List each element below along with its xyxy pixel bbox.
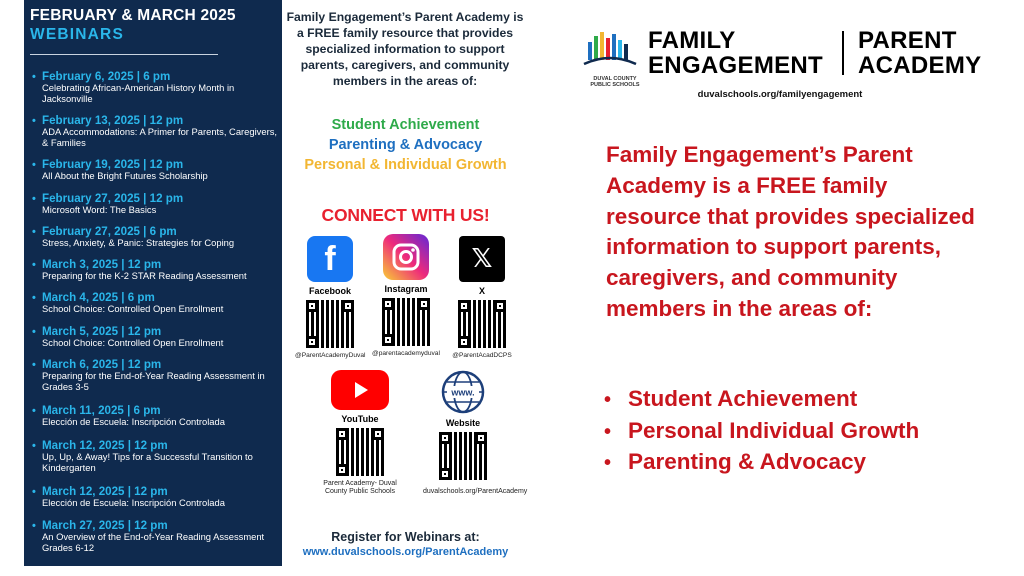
connect-panel bbox=[283, 0, 528, 576]
event-date: • March 27, 2025 | 12 pm bbox=[32, 519, 280, 532]
globe-icon-text: www. bbox=[451, 387, 475, 398]
webinar-schedule-panel bbox=[24, 0, 282, 566]
event-item bbox=[32, 404, 280, 428]
pillar-parenting-advocacy: Parenting & Advocacy bbox=[328, 137, 483, 153]
instagram-handle: @parentacademyduval bbox=[372, 350, 440, 357]
event-date: • March 12, 2025 | 12 pm bbox=[32, 485, 280, 498]
x-icon[interactable]: 𝕏 bbox=[459, 236, 505, 282]
event-item bbox=[32, 258, 280, 282]
event-item bbox=[32, 519, 280, 553]
event-title: Preparing for the K-2 STAR Reading Assessment bbox=[42, 270, 247, 281]
event-date: • March 4, 2025 | 6 pm bbox=[32, 291, 280, 304]
event-title: Up, Up, & Away! Tips for a Successful Transition to Kindergarten bbox=[42, 451, 253, 473]
pillar-student-achievement: Student Achievement bbox=[331, 117, 480, 133]
instagram-icon[interactable] bbox=[383, 234, 429, 280]
schedule-heading-line2: WEBINARS bbox=[30, 26, 124, 43]
event-title: An Overview of the End-of-Year Reading Assessment Grades 6-12 bbox=[42, 531, 265, 553]
facebook-qr-code[interactable] bbox=[306, 300, 354, 348]
website-label: Website bbox=[445, 418, 481, 428]
facebook-icon[interactable]: f bbox=[307, 236, 353, 282]
x-label: X bbox=[478, 286, 485, 296]
instagram-link[interactable] bbox=[371, 234, 441, 357]
event-date: • March 12, 2025 | 12 pm bbox=[32, 439, 280, 452]
event-item bbox=[32, 291, 280, 315]
family-engagement-title bbox=[648, 28, 823, 78]
pillar-personal-growth: Personal & Individual Growth bbox=[304, 157, 507, 173]
event-date: • February 6, 2025 | 6 pm bbox=[32, 70, 280, 83]
event-title: School Choice: Controlled Open Enrollment bbox=[42, 337, 224, 348]
globe-icon[interactable] bbox=[441, 370, 485, 414]
event-item bbox=[32, 358, 280, 392]
event-title: Elección de Escuela: Inscripción Controlada bbox=[42, 497, 225, 508]
event-item bbox=[32, 225, 280, 249]
event-item bbox=[32, 325, 280, 349]
event-date: • March 11, 2025 | 6 pm bbox=[32, 404, 280, 417]
title-family: FAMILY bbox=[648, 27, 736, 54]
event-item bbox=[32, 439, 280, 473]
parent-academy-title bbox=[858, 28, 981, 78]
event-item bbox=[32, 114, 280, 148]
event-item bbox=[32, 192, 280, 216]
bullet-item: • Student Achievement bbox=[604, 386, 857, 412]
duval-schools-logo bbox=[580, 28, 640, 76]
event-title: Microsoft Word: The Basics bbox=[42, 204, 157, 215]
bullet-item: • Personal Individual Growth bbox=[604, 418, 919, 444]
event-title: School Choice: Controlled Open Enrollment bbox=[42, 303, 224, 314]
facebook-handle: @ParentAcademyDuval bbox=[295, 352, 366, 359]
event-date: • February 27, 2025 | 12 pm bbox=[32, 192, 280, 205]
youtube-icon[interactable] bbox=[331, 370, 389, 410]
connect-heading: CONNECT WITH US! bbox=[321, 205, 490, 225]
x-link[interactable] bbox=[447, 236, 517, 359]
event-date: • February 19, 2025 | 12 pm bbox=[32, 158, 280, 171]
youtube-handle: Parent Academy- Duval County Public Schools bbox=[323, 480, 397, 495]
event-date: • March 6, 2025 | 12 pm bbox=[32, 358, 280, 371]
logo-caption: DUVAL COUNTY PUBLIC SCHOOLS bbox=[590, 76, 640, 88]
event-title: Preparing for the End-of-Year Reading Assessment in Grades 3-5 bbox=[42, 370, 265, 392]
event-date: • March 5, 2025 | 12 pm bbox=[32, 325, 280, 338]
heading-divider bbox=[30, 54, 218, 55]
bullet-item: • Parenting & Advocacy bbox=[604, 449, 866, 475]
register-url-link[interactable]: www.duvalschools.org/ParentAcademy bbox=[302, 546, 509, 558]
facebook-link[interactable] bbox=[295, 236, 365, 359]
event-title: ADA Accommodations: A Primer for Parents, Caregivers, & Families bbox=[42, 126, 277, 148]
title-academy: ACADEMY bbox=[858, 52, 982, 79]
event-date: • March 3, 2025 | 12 pm bbox=[32, 258, 280, 271]
event-item bbox=[32, 485, 280, 509]
event-title: Elección de Escuela: Inscripción Controlada bbox=[42, 416, 225, 427]
youtube-qr-code[interactable] bbox=[336, 428, 384, 476]
x-qr-code[interactable] bbox=[458, 300, 506, 348]
event-item bbox=[32, 158, 280, 182]
youtube-label: YouTube bbox=[341, 414, 379, 424]
event-date: • February 27, 2025 | 6 pm bbox=[32, 225, 280, 238]
event-title: All About the Bright Futures Scholarship bbox=[42, 170, 208, 181]
title-engagement: ENGAGEMENT bbox=[648, 52, 824, 79]
register-label: Register for Webinars at: bbox=[331, 530, 480, 544]
website-qr-code[interactable] bbox=[439, 432, 487, 480]
facebook-label: Facebook bbox=[308, 286, 351, 296]
website-handle: duvalschools.org/ParentAcademy bbox=[423, 488, 528, 495]
event-date: • February 13, 2025 | 12 pm bbox=[32, 114, 280, 127]
event-item bbox=[32, 70, 280, 104]
title-parent: PARENT bbox=[858, 27, 957, 54]
intro-paragraph: Family Engagement’s Parent Academy is a FREE family resource that provides specialized information to support parents, caregivers, and community members in the areas of: bbox=[286, 10, 524, 88]
family-engagement-website-link[interactable]: duvalschools.org/familyengagement bbox=[697, 89, 863, 100]
x-handle: @ParentAcadDCPS bbox=[452, 352, 512, 359]
youtube-link[interactable] bbox=[325, 370, 395, 496]
instagram-label: Instagram bbox=[384, 284, 428, 294]
description-paragraph: Family Engagement’s Parent Academy is a FREE family resource that provides specialized information to support parents, caregivers, and community members in the areas of: bbox=[606, 142, 975, 321]
website-link[interactable] bbox=[423, 370, 528, 495]
event-title: Stress, Anxiety, & Panic: Strategies for Coping bbox=[42, 237, 235, 248]
instagram-qr-code[interactable] bbox=[382, 298, 430, 346]
event-title: Celebrating African-American History Month in Jacksonville bbox=[42, 82, 235, 104]
title-divider bbox=[842, 31, 844, 75]
schedule-heading-line1: FEBRUARY & MARCH 2025 bbox=[30, 7, 236, 24]
